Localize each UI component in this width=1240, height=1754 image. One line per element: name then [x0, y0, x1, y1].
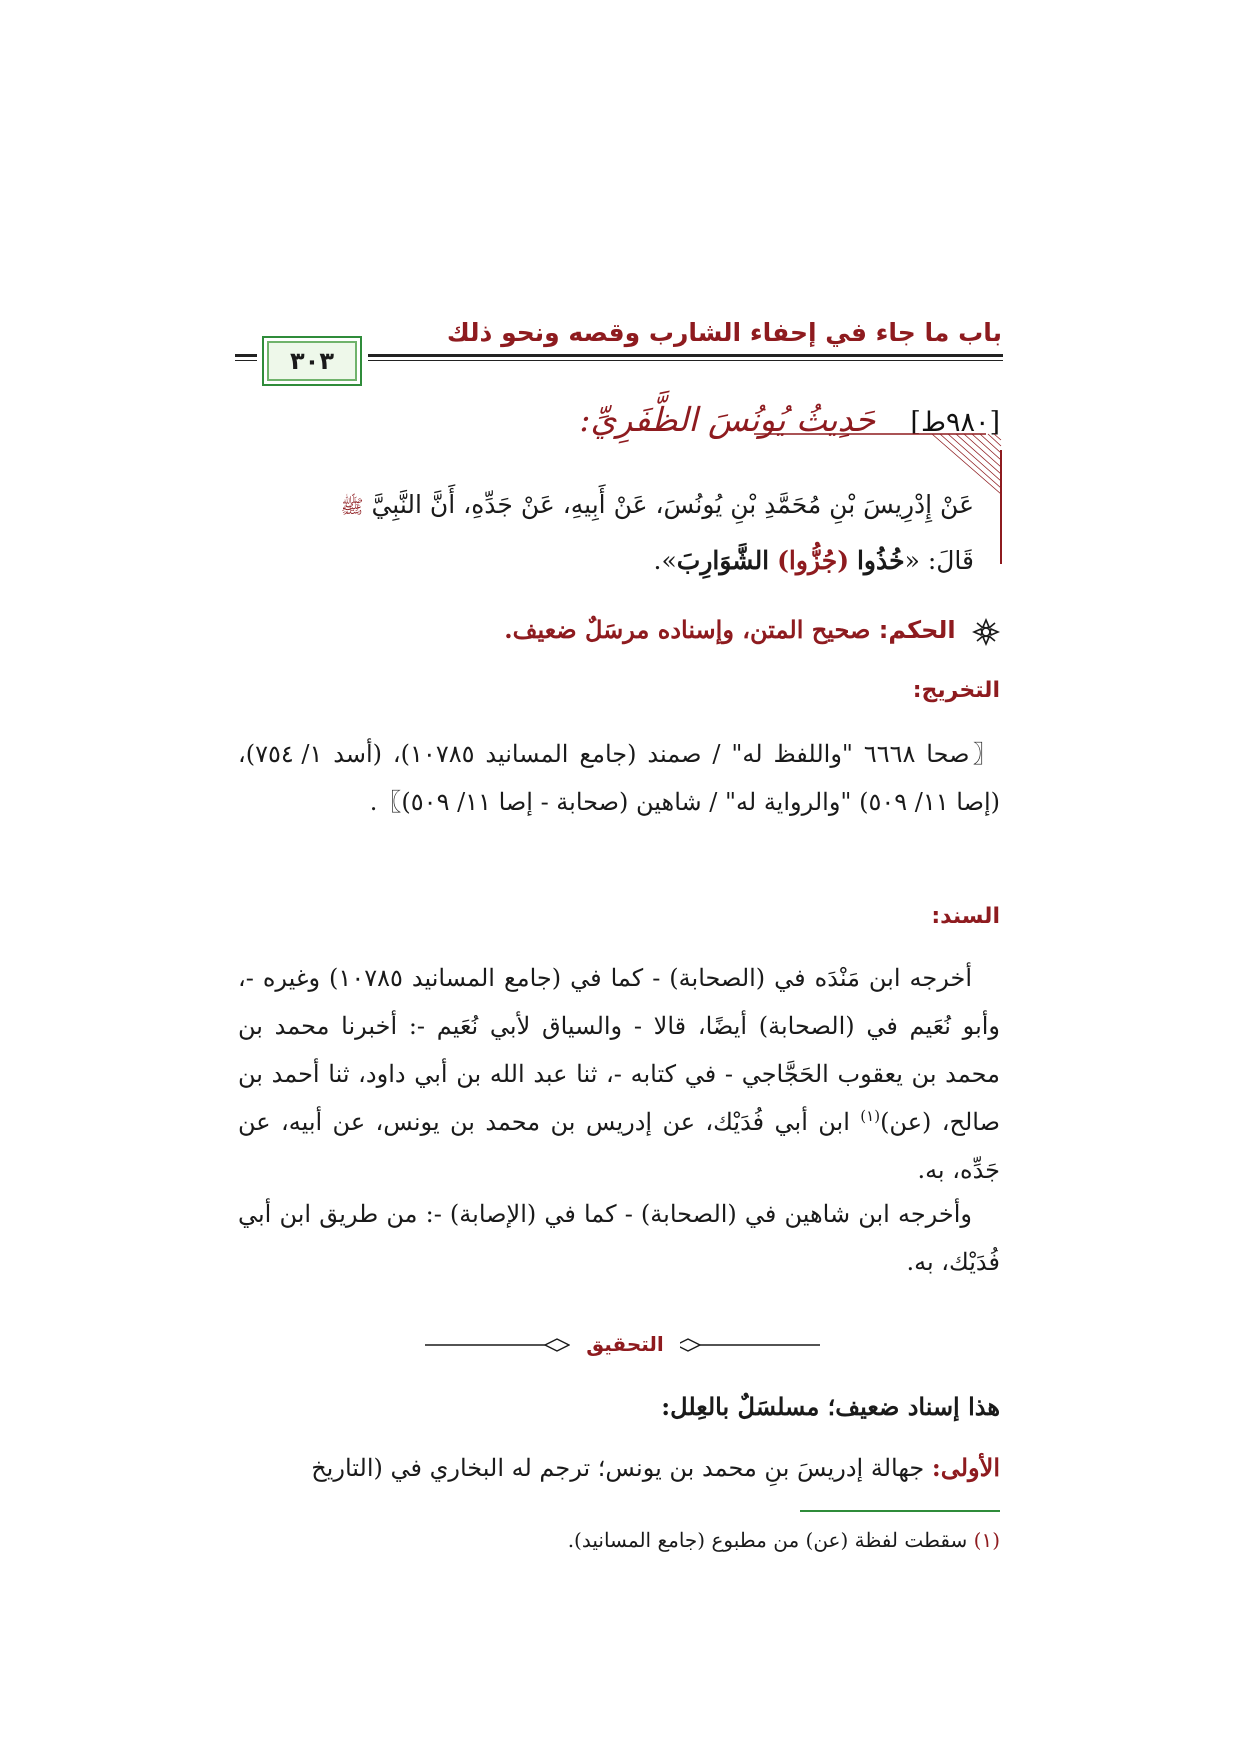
header-rule [368, 354, 1003, 361]
salawat-symbol: ﷺ [340, 496, 364, 518]
footnote-reference[interactable]: (١) [860, 1107, 881, 1125]
ruling-label: الحكم: [878, 616, 956, 644]
tahqiq-summary: هذا إسناد ضعيف؛ مسلسَلٌ بالعِلل: [661, 1392, 1000, 1421]
footnote [238, 1528, 1000, 1552]
hadith-number: [٩٨٠ط] [910, 407, 1000, 438]
hadith-text [224, 478, 974, 588]
sanad-paragraph-1-a: أخرجه ابن مَنْدَه في (الصحابة) - كما في (جامع المسانيد ١٠٧٨٥) وغيره -، وأبو نُعَيم في (الصحابة) أيضًا، قالا - والسياق لأبي نُعَيم -: أخبرنا محمد بن محمد بن يعقوب الحَجَّاجي - في كتابه -، ثنا عبد الله بن أبي داود، ثنا أحمد بن صالح، (عن) [238, 964, 1001, 1136]
takhrij-text: 〖صحا ٦٦٦٨ "واللفظ له" / صمند (جامع المسانيد ١٠٧٨٥)، (أسد ١/ ٧٥٤)، (إصا ١١/ ٥٠٩) "والرواية له" / شاهين (صحابة - إصا ١١/ ٥٠٩)〗. [238, 740, 1001, 816]
sanad-paragraph-2: وأخرجه ابن شاهين في (الصحابة) - كما في (الإصابة) -: من طريق ابن أبي فُدَيْك، به. [238, 1200, 1000, 1276]
hadith-quote-variant: (جُزُّوا) [777, 546, 850, 575]
header-rule-left [235, 354, 257, 361]
hadith-title: حَدِيثُ يُونُسَ الظَّفَرِيِّ: [579, 400, 876, 439]
sanad-paragraph-1-b: ابن أبي فُدَيْك، عن إدريس بن محمد بن يونس، عن أبيه، عن جَدِّه، به. [238, 1108, 1000, 1184]
ruling-text: صحيح المتن، وإسناده مرسَلٌ ضعيف. [504, 615, 871, 644]
hadith-line-1: عَنْ إِدْرِيسَ بْنِ مُحَمَّدِ بْنِ يُونُسَ، عَنْ أَبِيهِ، عَنْ جَدِّهِ، أَنَّ النَّبِيَّ [371, 490, 974, 519]
hadith-line-2-prefix: قَالَ: « [904, 546, 974, 575]
hadith-quote-main: خُذُوا [856, 546, 905, 575]
tahqiq-label: التحقيق [570, 1332, 680, 1356]
sanad-paragraph-1 [238, 954, 1000, 1194]
footnote-separator [800, 1510, 1000, 1512]
takhrij-heading: التخريج: [912, 678, 1000, 703]
page-number: ٣٠٣ [262, 336, 362, 386]
footnote-text: سقطت لفظة (عن) من مطبوع (جامع المسانيد). [567, 1528, 974, 1552]
flower-ornament-icon [972, 618, 1000, 646]
first-defect [238, 1444, 1000, 1492]
running-header-title: باب ما جاء في إحفاء الشارب وقصه ونحو ذلك [446, 318, 1002, 347]
hadith-quote-end: الشَّوَارِبَ [676, 546, 770, 575]
first-defect-text: جهالة إدريسَ بنِ محمد بن يونس؛ ترجم له البخاري في (التاريخ [311, 1454, 932, 1482]
ruling [240, 615, 1000, 646]
sanad-heading: السند: [931, 904, 1000, 929]
hadith-line-2-suffix: ». [653, 546, 677, 575]
first-defect-label: الأولى: [931, 1453, 1000, 1482]
footnote-number: (١) [973, 1528, 1000, 1552]
